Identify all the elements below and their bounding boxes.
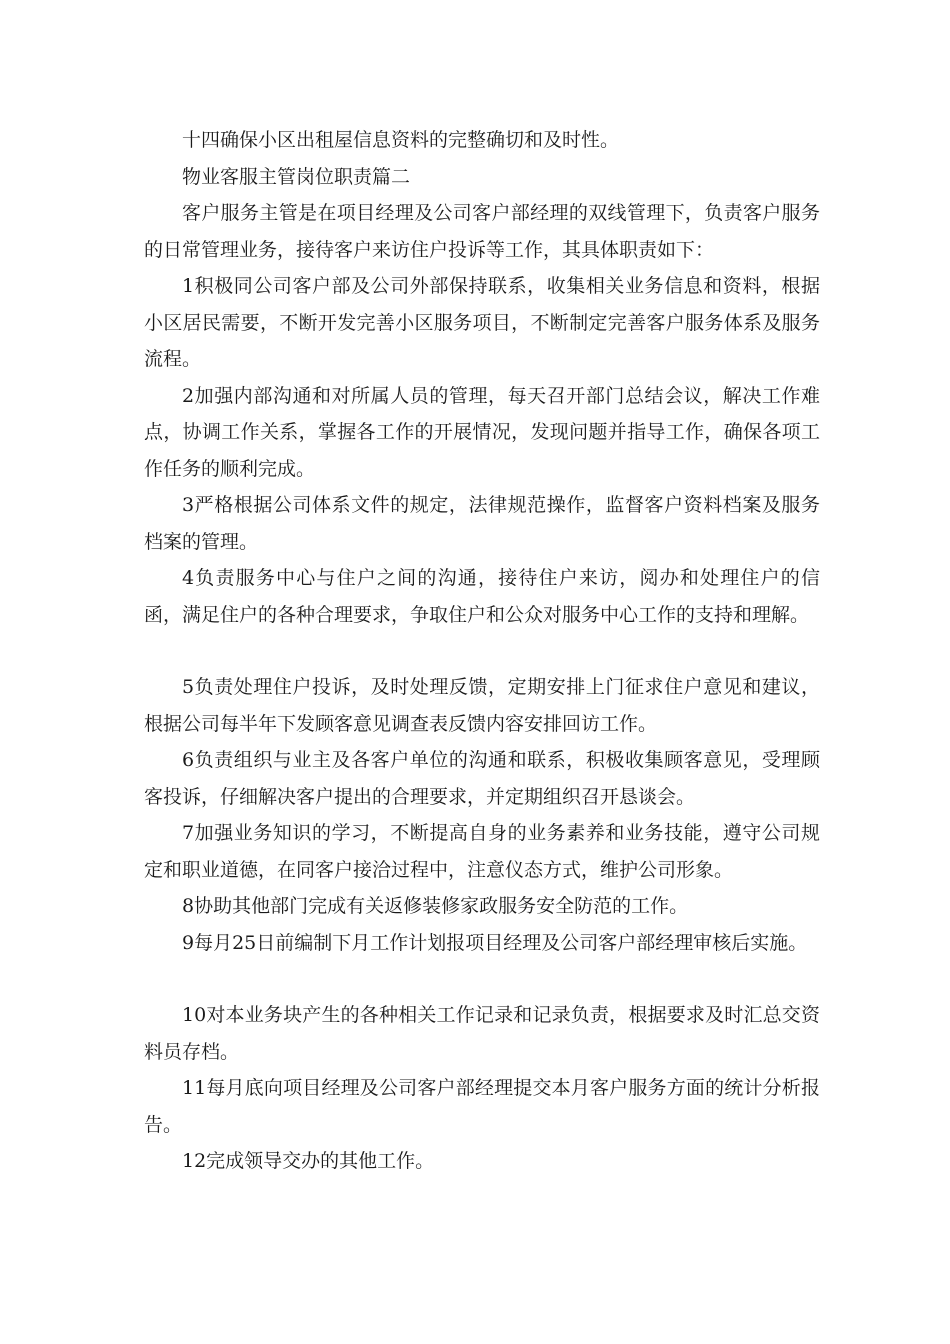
duty-item-7: 7加强业务知识的学习，不断提高自身的业务素养和业务技能，遵守公司规定和职业道德，在同客户接洽过程中，注意仪态方式，维护公司形象。 [144, 822, 820, 881]
duty-item-11: 11每月底向项目经理及公司客户部经理提交本月客户服务方面的统计分析报告。 [144, 1077, 820, 1136]
duty-item-5: 5负责处理住户投诉，及时处理反馈，定期安排上门征求住户意见和建议，根据公司每半年下发顾客意见调查表反馈内容安排回访工作。 [144, 676, 820, 735]
duty-item-9: 9每月25日前编制下月工作计划报项目经理及公司客户部经理审核后实施。 [182, 931, 808, 954]
duty-item-10: 10对本业务块产生的各种相关工作记录和记录负责，根据要求及时汇总交资料员存档。 [144, 1004, 820, 1063]
duty-item-8: 8协助其他部门完成有关返修装修家政服务安全防范的工作。 [182, 895, 689, 917]
duty-item-3: 3严格根据公司体系文件的规定，法律规范操作，监督客户资料档案及服务档案的管理。 [144, 494, 820, 553]
paragraph-intro: 客户服务主管是在项目经理及公司客户部经理的双线管理下，负责客户服务的日常管理业务，接待客户来访住户投诉等工作，其具体职责如下： [144, 202, 820, 261]
duty-item-4: 4负责服务中心与住户之间的沟通，接待住户来访，阅办和处理住户的信函，满足住户的各种合理要求，争取住户和公众对服务中心工作的支持和理解。 [144, 567, 820, 626]
duty-item-12: 12完成领导交办的其他工作。 [182, 1150, 435, 1172]
section-heading: 物业客服主管岗位职责篇二 [182, 165, 411, 188]
duty-item-6: 6负责组织与业主及各客户单位的沟通和联系，积极收集顾客意见，受理顾客投诉，仔细解决客户提出的合理要求，并定期组织召开恳谈会。 [144, 749, 820, 808]
duty-item-1: 1积极同公司客户部及公司外部保持联系，收集相关业务信息和资料，根据小区居民需要，不断开发完善小区服务项目，不断制定完善客户服务体系及服务流程。 [144, 275, 820, 370]
document-body [144, 122, 820, 1180]
duty-item-2: 2加强内部沟通和对所属人员的管理，每天召开部门总结会议，解决工作难点，协调工作关系，掌握各工作的开展情况，发现问题并指导工作，确保各项工作任务的顺利完成。 [144, 384, 820, 480]
paragraph-1: 十四确保小区出租屋信息资料的完整确切和及时性。 [182, 129, 620, 151]
